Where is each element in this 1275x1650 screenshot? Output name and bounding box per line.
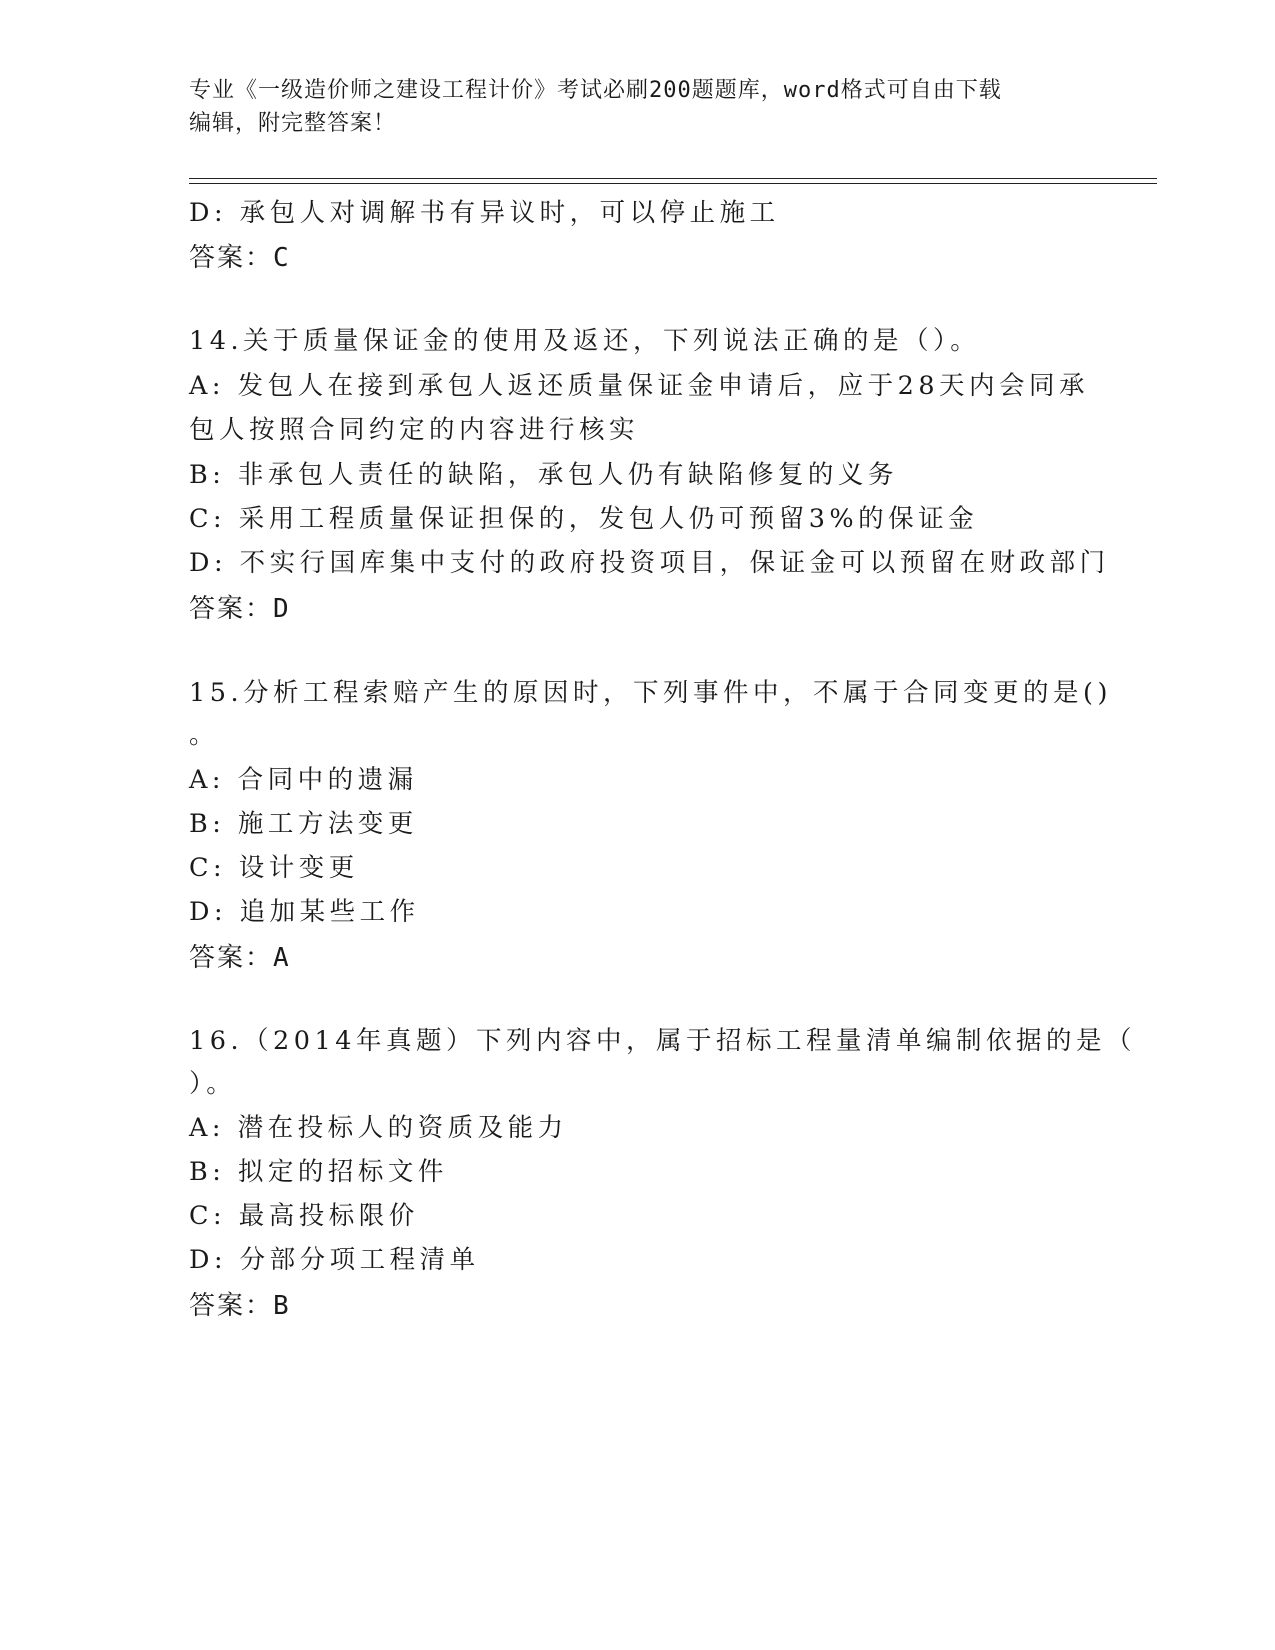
question-15-option-a: A: 合同中的遗漏: [189, 765, 418, 795]
question-15-option-b: B: 施工方法变更: [189, 809, 418, 839]
question-14-option-a: A: 发包人在接到承包人返还质量保证金申请后，应于28天内会同承: [189, 371, 1090, 401]
question-16-stem-continued: ）。: [189, 1069, 237, 1099]
question-16-option-d: D: 分部分项工程清单: [189, 1245, 480, 1275]
question-15-stem-continued: 。: [189, 720, 220, 750]
header-line-2: 编辑，附完整答案！: [189, 111, 397, 136]
document-header: [189, 74, 1089, 140]
question-16-option-c: C: 最高投标限价: [189, 1201, 419, 1231]
header-line-1: 专业《一级造价师之建设工程计价》考试必刷200题题库，word格式可自由下载: [189, 78, 1002, 103]
question-14-option-b: B: 非承包人责任的缺陷，承包人仍有缺陷修复的义务: [189, 460, 898, 490]
question-14-answer: 答案：D: [189, 594, 291, 624]
question-14-option-a-continued: 包人按照合同约定的内容进行核实: [189, 415, 640, 445]
question-14-stem: 14.关于质量保证金的使用及返还，下列说法正确的是（）。: [189, 326, 981, 356]
question-15-option-d: D: 追加某些工作: [189, 897, 420, 927]
prev-question-option-d: D: 承包人对调解书有异议时，可以停止施工: [189, 198, 780, 228]
header-divider-bottom: [189, 183, 1157, 184]
question-15-option-c: C: 设计变更: [189, 853, 359, 883]
question-14-option-d: D: 不实行国库集中支付的政府投资项目，保证金可以预留在财政部门: [189, 548, 1110, 578]
prev-question-answer: 答案：C: [189, 243, 291, 273]
header-divider-top: [189, 178, 1157, 179]
question-16-option-a: A: 潜在投标人的资质及能力: [189, 1113, 568, 1143]
question-16-option-b: B: 拟定的招标文件: [189, 1157, 448, 1187]
question-14-option-c: C: 采用工程质量保证担保的，发包人仍可预留3%的保证金: [189, 504, 979, 534]
question-16-answer: 答案：B: [189, 1291, 291, 1321]
question-15-answer: 答案：A: [189, 943, 291, 973]
question-15-stem: 15.分析工程索赔产生的原因时，下列事件中，不属于合同变更的是(): [189, 678, 1112, 708]
question-16-stem: 16.（2014年真题）下列内容中，属于招标工程量清单编制依据的是（: [189, 1026, 1136, 1056]
